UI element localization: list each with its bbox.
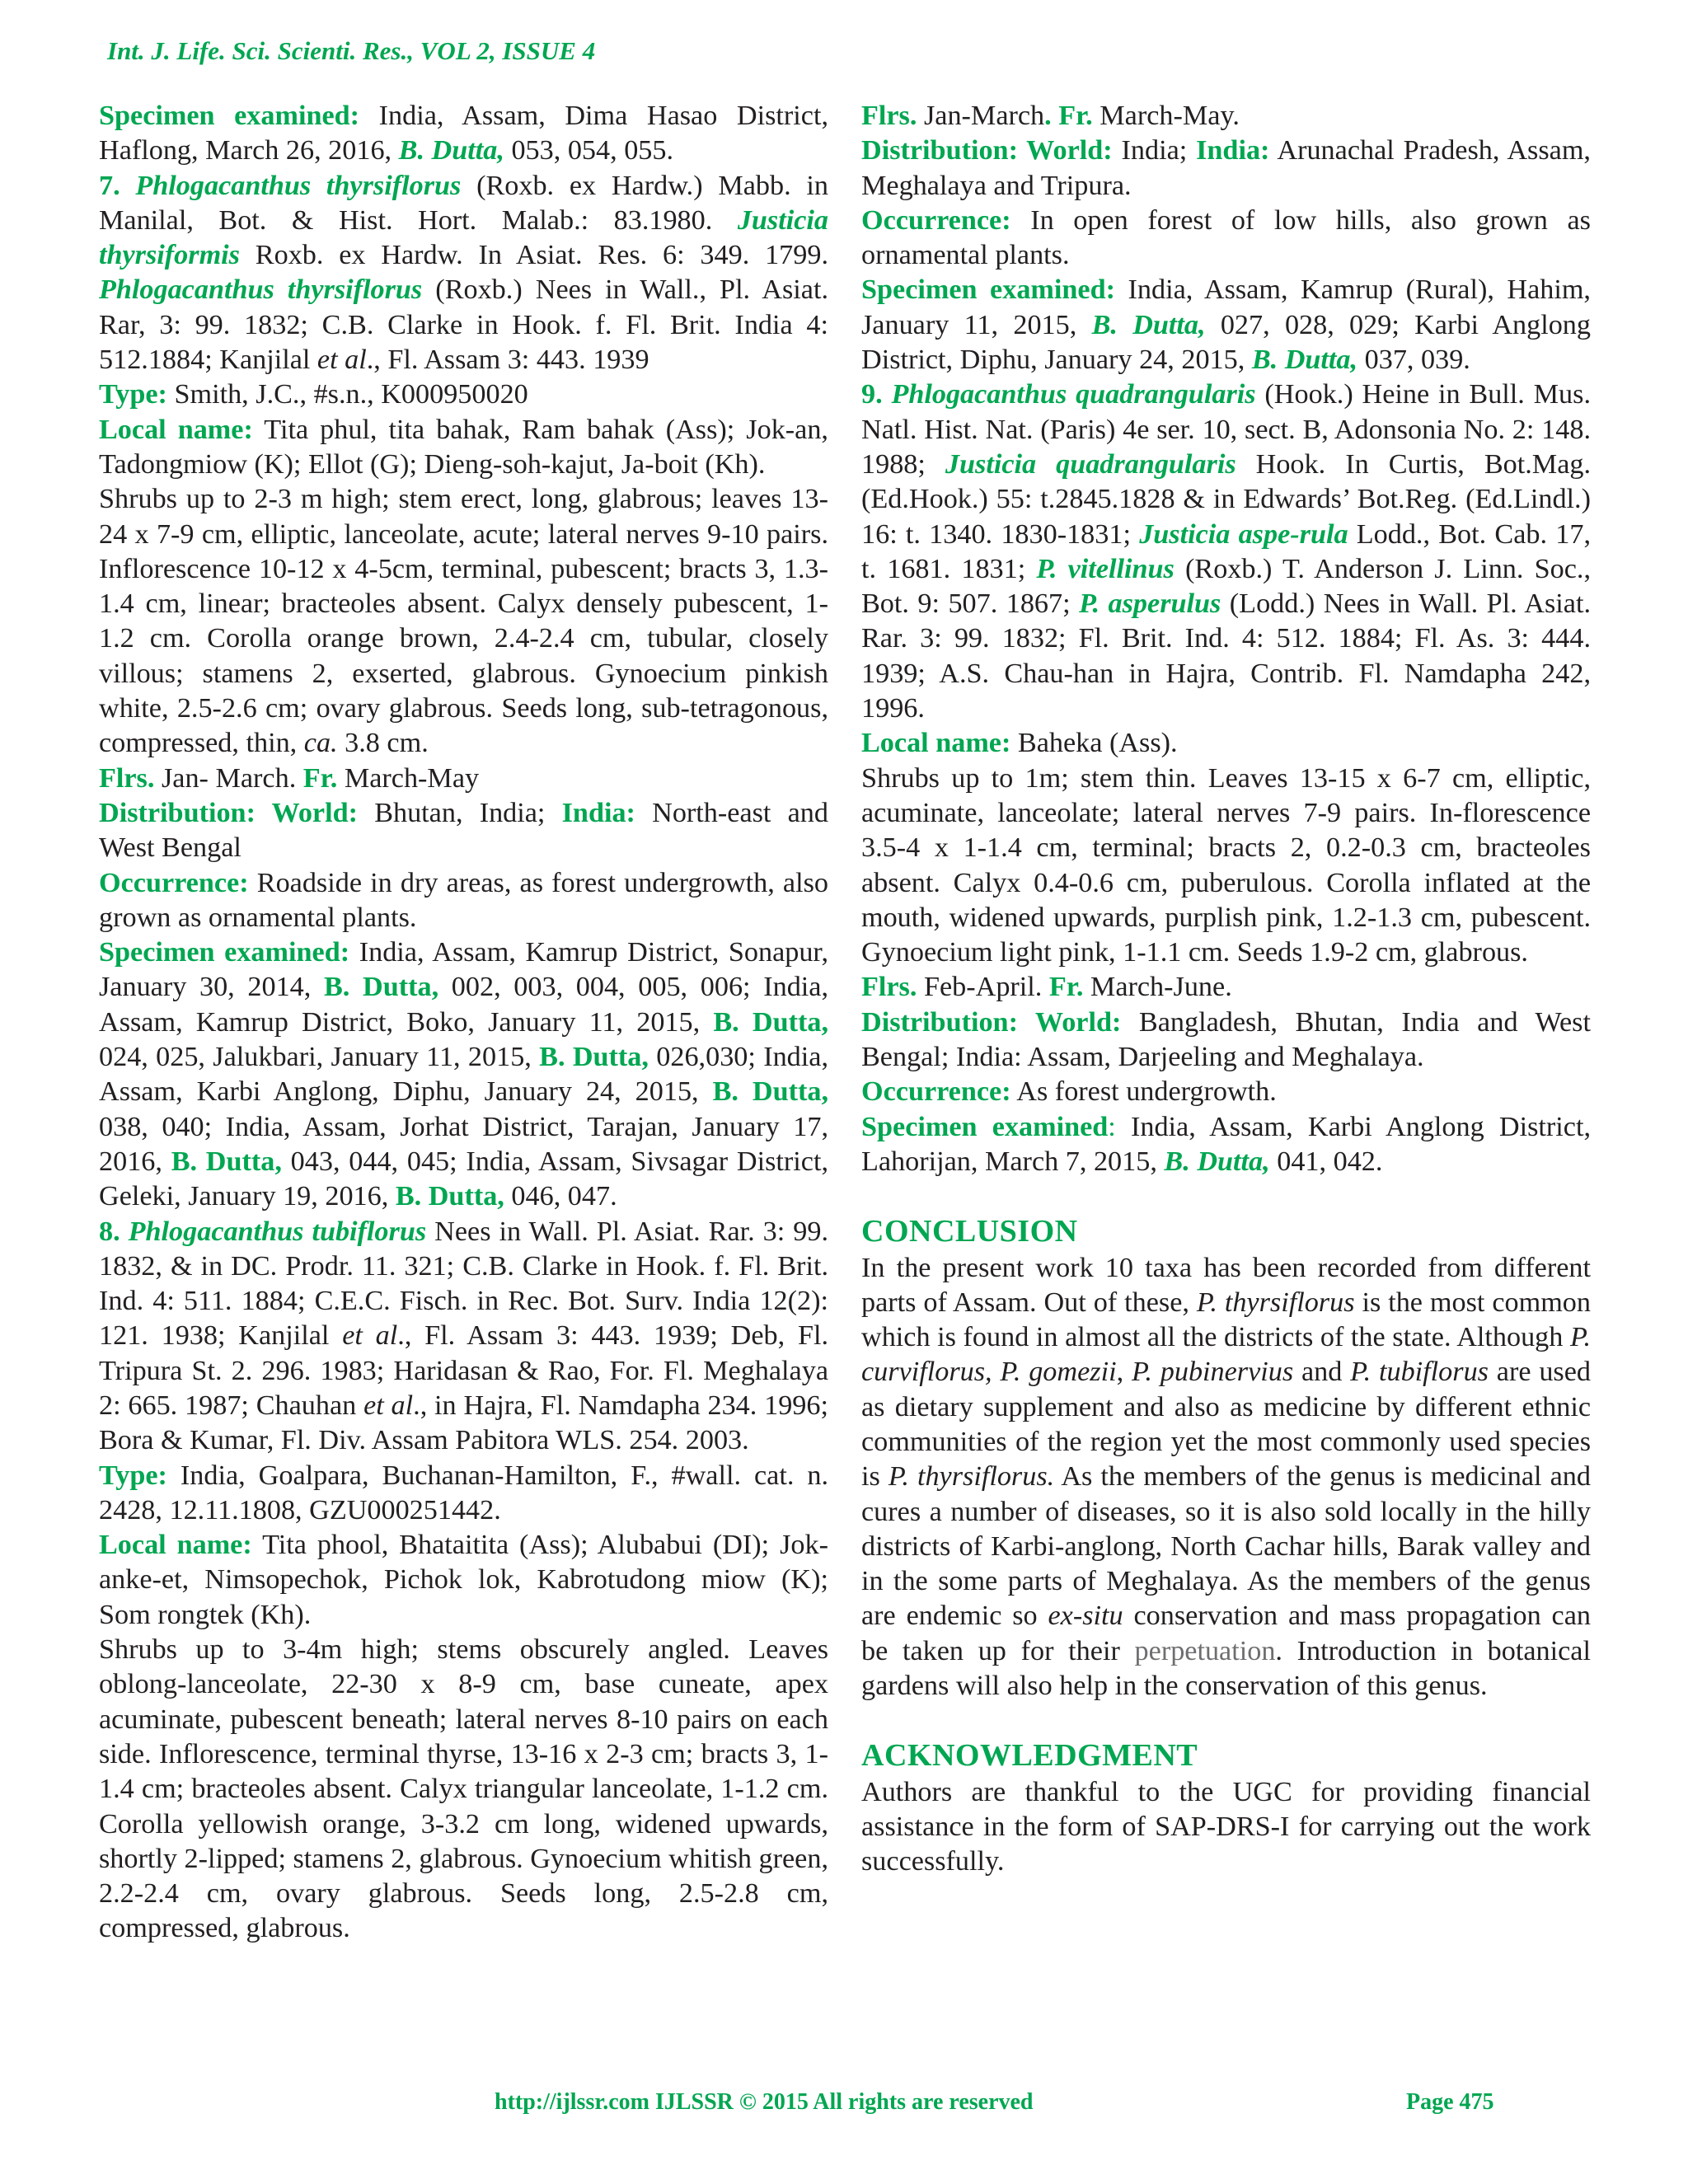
specimen-examined-p7: Specimen examined: India, Assam, Kamrup District, Sonapur, January 30, 2014, B. Dutta, 002, 003, 004, 005, 006; India, Assam, Kamrup District, Boko, January 11, 2015, B. Dutta, 024, 025, Jalukbari, January 11, 2015, B. Dutta, 026,030; India, Assam, Karbi Anglong, Diphu, January 24, 2015, B. Dutta, 038, 040; India, Assam, Jorhat District, Tarajan, January 17, 2016, B. Dutta, 043, 044, 045; India, Assam, Sivsagar District, Geleki, January 19, 2016, B. Dutta, 046, 047. bbox=[99, 937, 829, 1212]
type-p7: Type: Smith, J.C., #s.n., K000950020 bbox=[99, 379, 528, 410]
local-name-p8: Local name: Tita phool, Bhataitita (Ass); Alubabui (DI); Jok-anke-et, Nimsopechok, Pichok lok, Kabrotudong miow (K); Som rongtek (Kh). bbox=[99, 1530, 828, 1630]
local-name-p9: Local name: Baheka (Ass). bbox=[861, 728, 1178, 759]
description-p7: Shrubs up to 2-3 m high; stem erect, long, glabrous; leaves 13-24 x 7-9 cm, elliptic, lanceolate, acute; lateral nerves 9-10 pairs. Inflorescence 10-12 x 4-5cm, terminal, pubescent; bracts 3, 1.3-1.4 cm, linear; bracteoles absent. Calyx densely pubescent, 1-1.2 cm. Corolla orange brown, 2.4-2.4 cm, tubular, closely villous; stamens 2, exserted, glabrous. Gynoecium pinkish white, 2.5-2.6 cm; ovary glabrous. Seeds long, sub-tetragonous, compressed, thin, ca. 3.8 cm. bbox=[99, 484, 828, 759]
specimen-examined-p6: Specimen examined: India, Assam, Dima Hasao District, Haflong, March 26, 2016, B. Dutta, 053, 054, 055. bbox=[99, 101, 829, 166]
distribution-p8: Distribution: World: India; India: Arunachal Pradesh, Assam, Meghalaya and Tripura. bbox=[861, 135, 1591, 201]
species-7-heading: 7. Phlogacanthus thyrsiflorus (Roxb. ex Hardw.) Mabb. in Manilal, Bot. & Hist. Hort. Malab.: 83.1980. Justicia thyrsiformis Roxb. ex Hardw. In Asiat. Res. 6: 349. 1799. Phlogacanthus thyrsiflorus (Roxb.) Nees in Wall., Pl. Asiat. Rar, 3: 99. 1832; C.B. Clarke in Hook. f. Fl. Brit. India 4: 512.1884; Kanjilal et al., Fl. Assam 3: 443. 1939 bbox=[99, 170, 828, 376]
occurrence-p8: Occurrence: In open forest of low hills, also grown as ornamental plants. bbox=[861, 204, 1591, 271]
page-number: Page 475 bbox=[1406, 2089, 1494, 2115]
acknowledgment-heading: ACKNOWLEDGMENT bbox=[861, 1738, 1198, 1774]
specimen-examined-p8: Specimen examined: India, Assam, Kamrup (Rural), Hahim, January 11, 2015, B. Dutta, 027, 028, 029; Karbi Anglong District, Diphu, January 24, 2015, B. Dutta, 037, 039. bbox=[861, 274, 1591, 376]
conclusion-heading: CONCLUSION bbox=[861, 1214, 1078, 1249]
left-column bbox=[99, 99, 828, 1947]
occurrence-p9: Occurrence: As forest undergrowth. bbox=[861, 1076, 1277, 1108]
species-9-heading: 9. Phlogacanthus quadrangularis (Hook.) Heine in Bull. Mus. Natl. Hist. Nat. (Paris) 4e ser. 10, sect. B, Adonsonia No. 2: 148. 1988; Justicia quadrangularis Hook. In Curtis, Bot.Mag. (Ed.Hook.) 55: t.2845.1828 & in Edwards’ Bot.Reg. (Ed.Lindl.) 16: t. 1340. 1830-1831; Justicia aspe-rula Lodd., Bot. Cab. 17, t. 1681. 1831; P. vitellinus (Roxb.) T. Anderson J. Linn. Soc., Bot. 9: 507. 1867; P. asperulus (Lodd.) Nees in Wall. Pl. Asiat. Rar. 3: 99. 1832; Fl. Brit. Ind. 4: 512. 1884; Fl. As. 3: 444. 1939; A.S. Chau-han in Hajra, Contrib. Fl. Namdapha 242, 1996. bbox=[861, 379, 1592, 724]
description-p8: Shrubs up to 3-4m high; stems obscurely angled. Leaves oblong-lanceolate, 22-30 x 8-9 cm, base cuneate, apex acuminate, pubescent beneath; lateral nerves 8-10 pairs on each side. Inflorescence, terminal thyrse, 13-16 x 2-3 cm; bracts 3, 1-1.4 cm; bracteoles absent. Calyx triangular lanceolate, 1-1.2 cm. Corolla yellowish orange, 3-3.2 cm long, widened upwards, shortly 2-lipped; stamens 2, glabrous. Gynoecium whitish green, 2.2-2.4 cm, ovary glabrous. Seeds long, 2.5-2.8 cm, compressed, glabrous. bbox=[99, 1634, 828, 1944]
description-p9: Shrubs up to 1m; stem thin. Leaves 13-15 x 6-7 cm, elliptic, acuminate, lanceolate; lateral nerves 7-9 pairs. In-florescence 3.5-4 x 1-1.4 cm, terminal; bracts 2, 0.2-0.3 cm, bracteoles absent. Calyx 0.4-0.6 cm, puberulous. Corolla inflated at the mouth, widened upwards, purplish pink, 1.2-1.3 cm, pubescent. Gynoecium light pink, 1-1.1 cm. Seeds 1.9-2 cm, glabrous. bbox=[861, 762, 1591, 968]
footer-copyright: http://ijlssr.com IJLSSR © 2015 All rights are reserved bbox=[495, 2089, 1034, 2115]
acknowledgment-text: Authors are thankful to the UGC for providing financial assistance in the form of SAP-DRS-I for carrying out the work successfully. bbox=[861, 1776, 1591, 1877]
running-head: Int. J. Life. Sci. Scienti. Res., VOL 2, ISSUE 4 bbox=[107, 36, 596, 65]
occurrence-p7: Occurrence: Roadside in dry areas, as forest undergrowth, also grown as ornamental plants. bbox=[99, 867, 828, 933]
distribution-p7: Distribution: World: Bhutan, India; India: North-east and West Bengal bbox=[99, 797, 828, 864]
species-8-heading: 8. Phlogacanthus tubiflorus Nees in Wall. Pl. Asiat. Rar. 3: 99. 1832, & in DC. Prodr. 11. 321; C.B. Clarke in Hook. f. Fl. Brit. Ind. 4: 511. 1884; C.E.C. Fisch. in Rec. Bot. Surv. India 12(2): 121. 1938; Kanjilal et al., Fl. Assam 3: 443. 1939; Deb, Fl. Tripura St. 2. 296. 1983; Haridasan & Rao, For. Fl. Meghalaya 2: 665. 1987; Chauhan et al., in Hajra, Fl. Namdapha 234. 1996; Bora & Kumar, Fl. Div. Assam Pabitora WLS. 254. 2003. bbox=[99, 1216, 829, 1456]
right-column bbox=[861, 99, 1591, 1880]
flowering-p7: Flrs. Jan- March. Fr. March-May bbox=[99, 762, 480, 794]
distribution-p9: Distribution: World: Bangladesh, Bhutan, India and West Bengal; India: Assam, Darjeeling and Meghalaya. bbox=[861, 1006, 1591, 1073]
local-name-p7: Local name: Tita phul, tita bahak, Ram bahak (Ass); Jok-an, Tadongmiow (K); Ellot (G); Dieng-soh-kajut, Ja-boit (Kh). bbox=[99, 414, 828, 480]
flowering-p9: Flrs. Feb-April. Fr. March-June. bbox=[861, 972, 1232, 1003]
type-p8: Type: India, Goalpara, Buchanan-Hamilton, F., #wall. cat. n. 2428, 12.11.1808, GZU000251442. bbox=[99, 1460, 828, 1526]
specimen-examined-p9: Specimen examined: India, Assam, Karbi Anglong District, Lahorijan, March 7, 2015, B. Dutta, 041, 042. bbox=[861, 1111, 1591, 1177]
flowering-p8: Flrs. Jan-March. Fr. March-May. bbox=[861, 101, 1240, 131]
conclusion-text: In the present work 10 taxa has been recorded from different parts of Assam. Out of these, P. thyrsiflorus is the most common which is found in almost all the districts of the state. Although P. curviflorus, P. gomezii, P. pubinervius and P. tubiflorus are used as dietary supplement and also as medicine by different ethnic communities of the region yet the most commonly used species is P. thyrsiflorus. As the members of the genus is medicinal and cures a number of diseases, so it is also sold locally in the hilly districts of Karbi-anglong, North Cachar hills, Barak valley and in the some parts of Meghalaya. As the members of the genus are endemic so ex-situ conservation and mass propagation can be taken up for their perpetuation. Introduction in botanical gardens will also help in the conservation of this genus. bbox=[861, 1252, 1591, 1702]
